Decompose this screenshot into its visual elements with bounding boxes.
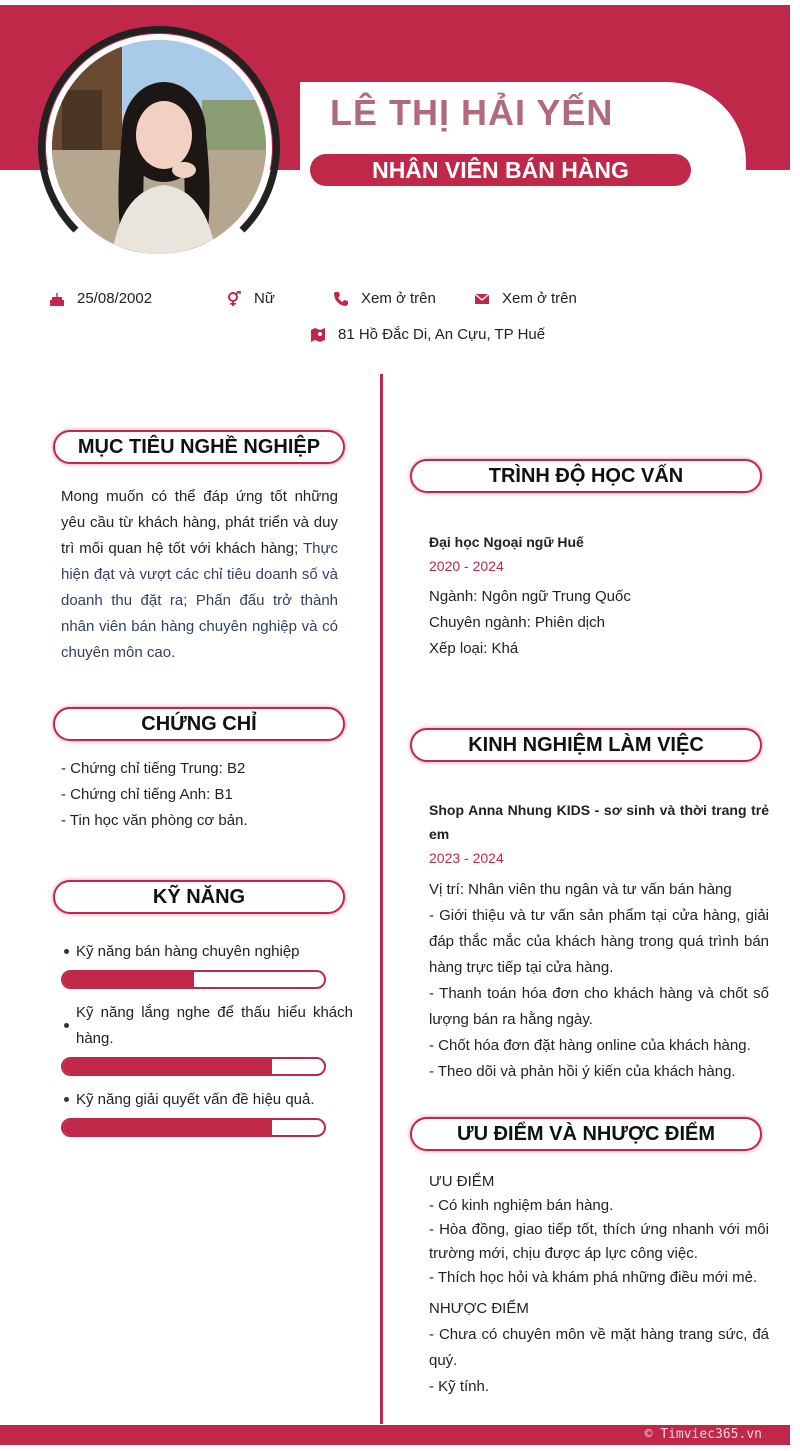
objective-part1: Mong muốn có thể đáp ứng tốt những yêu cầu từ khách hàng, phát triển và duy trì mối quan hệ tốt với khách hàng; [61, 488, 338, 557]
skill-bar-fill [63, 972, 194, 987]
education-detail: Ngành: Ngôn ngữ Trung Quốc [429, 588, 631, 605]
experience-years: 2023 - 2024 [429, 850, 504, 866]
skill-bar [61, 970, 326, 989]
skill-bar [61, 1118, 326, 1137]
footer-band [0, 1425, 790, 1445]
skill-bar [61, 1057, 326, 1076]
gender-icon [226, 291, 242, 307]
certificates-heading: CHỨNG CHỈ [53, 707, 345, 741]
skill-label: Kỹ năng giải quyết vấn đề hiệu quả. [76, 1091, 315, 1108]
footer-watermark: © Timviec365.vn [644, 1427, 762, 1442]
pros-item: - Có kinh nghiệm bán hàng. [429, 1197, 614, 1214]
certificate-item: - Chứng chỉ tiếng Trung: B2 [61, 760, 246, 777]
experience-duty: - Giới thiệu và tư vấn sản phẩm tại cửa hàng, giải đáp thắc mắc của khách hàng trong quá trình bán hàng trực tiếp tại cửa hàng. [429, 907, 769, 976]
skill-bar-fill [63, 1059, 272, 1074]
skill-bullet [64, 1023, 69, 1028]
pros-block [429, 1170, 769, 1290]
experience-duty: - Thanh toán hóa đơn cho khách hàng và chốt số lượng bán ra hằng ngày. [429, 985, 769, 1028]
job-title: NHÂN VIÊN BÁN HÀNG [310, 154, 691, 186]
skill-bullet [64, 1097, 69, 1102]
objective-part2: Thực hiện đạt và vượt các chỉ tiêu doanh số và doanh thu đặt ra; Phấn đấu trở thành nhân viên bán hàng chuyên nghiệp và có chuyên môn cao. [61, 540, 338, 661]
certificate-item: - Tin học văn phòng cơ bản. [61, 812, 248, 829]
cons-block [429, 1296, 769, 1400]
avatar [52, 40, 266, 254]
skill-label: Kỹ năng bán hàng chuyên nghiệp [76, 943, 300, 960]
cons-item: - Kỹ tính. [429, 1378, 490, 1395]
education-heading: TRÌNH ĐỘ HỌC VẤN [410, 459, 762, 493]
education-detail: Xếp loại: Khá [429, 640, 519, 657]
phone-icon [333, 291, 349, 307]
experience-duty: - Chốt hóa đơn đặt hàng online của khách hàng. [429, 1037, 751, 1054]
education-school: Đại học Ngoại ngữ Huế [429, 534, 584, 550]
skills-heading: KỸ NĂNG [53, 880, 345, 914]
experience-company: Shop Anna Nhung KIDS - sơ sinh và thời trang trẻ em [429, 802, 769, 842]
education-years: 2020 - 2024 [429, 558, 504, 574]
birthday-info [49, 290, 152, 307]
phone-value: Xem ở trên [361, 290, 436, 307]
objective-heading: MỤC TIÊU NGHỀ NGHIỆP [53, 430, 345, 464]
cake-icon [49, 291, 65, 307]
education-detail: Chuyên ngành: Phiên dịch [429, 614, 605, 631]
gender-value: Nữ [254, 290, 275, 307]
address-value: 81 Hồ Đắc Di, An Cựu, TP Huế [338, 326, 546, 343]
skill-label: Kỹ năng lắng nghe để thấu hiểu khách hàng. [76, 1004, 353, 1047]
experience-details [429, 877, 769, 1085]
certificates-list [61, 756, 361, 834]
envelope-icon [474, 291, 490, 307]
strengths-heading: ƯU ĐIỂM VÀ NHƯỢC ĐIỂM [410, 1117, 762, 1151]
experience-role: Vị trí: Nhân viên thu ngân và tư vấn bán hàng [429, 881, 732, 898]
avatar-photo [52, 40, 266, 254]
gender-info [226, 290, 275, 307]
pros-item: - Hòa đồng, giao tiếp tốt, thích ứng nhanh với môi trường mới, chịu được áp lực công việc. [429, 1221, 769, 1262]
experience-heading: KINH NGHIỆM LÀM VIỆC [410, 728, 762, 762]
cons-label: NHƯỢC ĐIỂM [429, 1300, 529, 1317]
email-info [474, 290, 577, 307]
experience-duty: - Theo dõi và phản hồi ý kiến của khách hàng. [429, 1063, 736, 1080]
address-info [310, 326, 545, 343]
cons-item: - Chưa có chuyên môn về mặt hàng trang sức, đá quý. [429, 1326, 769, 1369]
skill-bullet [64, 949, 69, 954]
objective-text [61, 484, 338, 666]
map-icon [310, 327, 326, 343]
education-details [429, 584, 769, 662]
birthday-value: 25/08/2002 [77, 290, 153, 307]
phone-info [333, 290, 436, 307]
certificate-item: - Chứng chỉ tiếng Anh: B1 [61, 786, 233, 803]
column-divider [380, 374, 383, 1424]
pros-label: ƯU ĐIỂM [429, 1173, 495, 1190]
email-value: Xem ở trên [502, 290, 577, 307]
skill-bar-fill [63, 1120, 272, 1135]
pros-item: - Thích học hỏi và khám phá những điều mới mẻ. [429, 1269, 758, 1286]
candidate-name: LÊ THỊ HẢI YẾN [330, 92, 614, 133]
